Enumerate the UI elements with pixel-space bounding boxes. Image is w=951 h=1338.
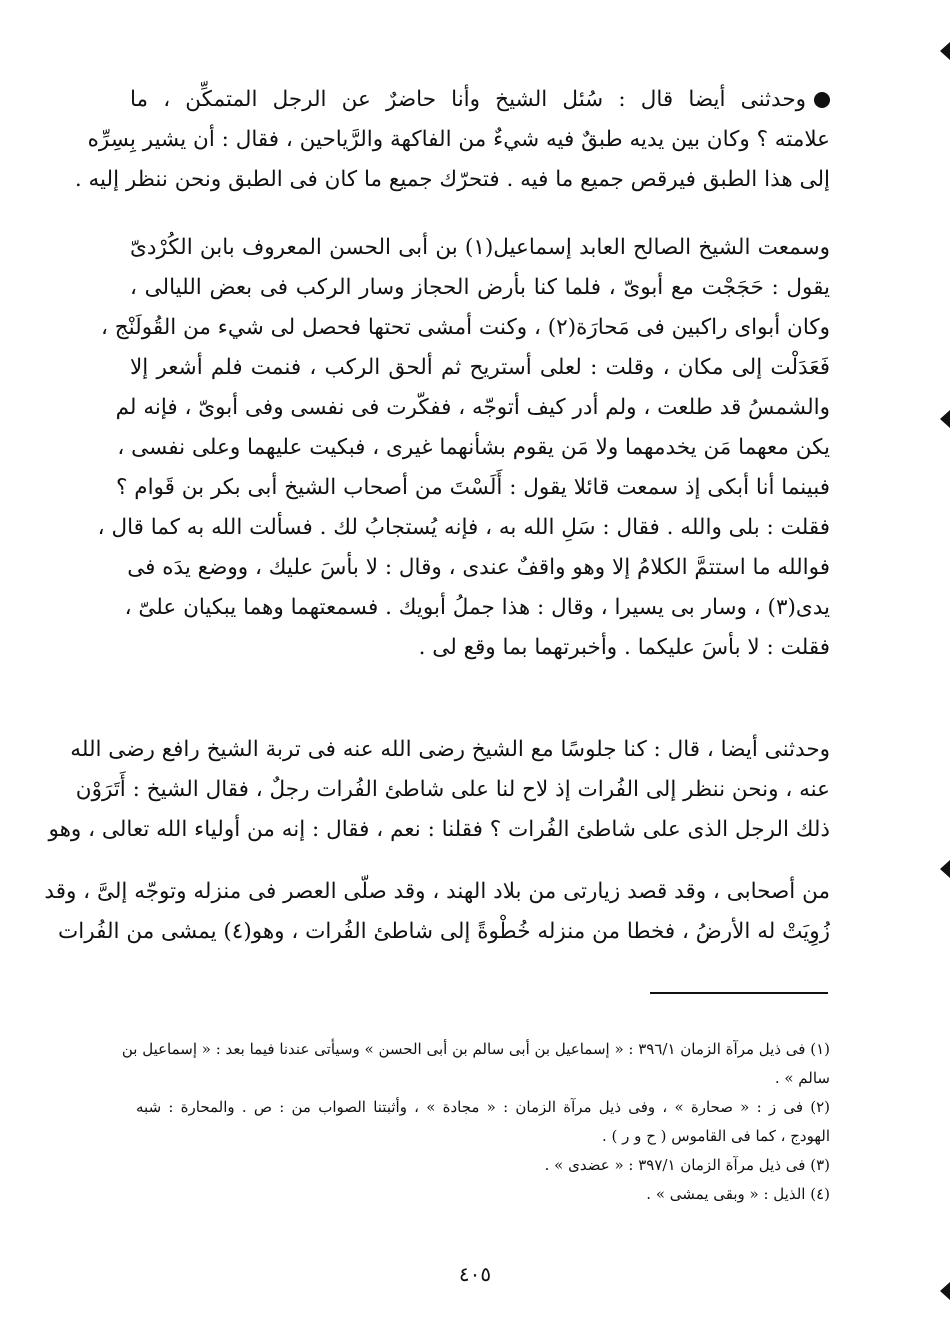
footnote-separator bbox=[650, 992, 828, 994]
text-line: عنه ، ونحن ننظر إلى الفُرات إذ لاح لنا على شاطئ الفُرات رجلٌ ، فقال الشيخ : أَتَرَوْن bbox=[75, 777, 830, 802]
bullet-icon bbox=[814, 92, 830, 108]
footnote-line: (١) فى ذيل مرآة الزمان ٣٩٦/١ : « إسماعيل بن أبى سالم بن أبى الحسن » وسيأتى عندنا فيما بعد : « إسماعيل بن bbox=[121, 1040, 830, 1058]
footnote-line: (٢) فى ز : « صحارة » ، وفى ذيل مرآة الزمان : « مجادة » ، وأثبتنا الصواب من : ص . والمحارة : شبه bbox=[136, 1098, 830, 1116]
text-line: يكن معهما مَن يخدمهما ولا مَن يقوم بشأنهما غيرى ، فبكيت عليهما وعلى نفسى ، bbox=[117, 435, 830, 460]
text-line: زُوِيَتْ له الأرضُ ، فخطا من منزله خُطْوةً إلى شاطئ الفُرات ، وهو(٤) يمشى من الفُرات bbox=[58, 919, 830, 944]
line-text: وحدثنى أيضا قال : سُئل الشيخ وأنا حاضرٌ عن الرجل المتمكِّن ، ما bbox=[130, 87, 806, 112]
text-line: وحدثنى أيضا ، قال : كنا جلوسًا مع الشيخ رضى الله عنه فى تربة الشيخ رافع رضى الله bbox=[70, 737, 830, 762]
text-line: فَعَدَلْت إلى مكان ، وقلت : لعلى أستريح ثم ألحق الركب ، فنمت فلم أشعر إلا bbox=[130, 355, 830, 380]
footnote-line: (٤) الذيل : « وبقى يمشى » . bbox=[646, 1185, 830, 1203]
text-line: فقلت : بلى والله . فقال : سَلِ الله به ، فإنه يُستجابُ لك . فسألت الله به كما قال ، bbox=[97, 515, 830, 540]
text-line: يقول : حَجَجْت مع أبوىّ ، فلما كنا بأرض الحجاز وسار الركب فى بعض الليالى ، bbox=[130, 275, 830, 300]
paragraph-2 bbox=[97, 228, 830, 668]
text-line: فبينما أنا أبكى إذ سمعت قائلا يقول : أَلَسْتَ من أصحاب الشيخ أبى بكر بن قَوام ؟ bbox=[116, 475, 830, 500]
footnote-line: (٣) فى ذيل مرآة الزمان ٣٩٧/١ : « عضدى » . bbox=[544, 1156, 830, 1174]
paragraph-1 bbox=[74, 80, 830, 200]
text-line: إلى هذا الطبق فيرقص جميع ما فيه . فتحرّك جميع ما كان فى الطبق ونحن ننظر إليه . bbox=[74, 167, 830, 192]
text-line: ذلك الرجل الذى على شاطئ الفُرات ؟ فقلنا : نعم ، فقال : إنه من أولياء الله تعالى ، وهو bbox=[48, 817, 830, 842]
footnote-line: الهودج ، كما فى القاموس ( ح و ر ) . bbox=[602, 1127, 830, 1145]
text-line: فقلت : لا بأسَ عليكما . وأخبرتهما بما وقع لى . bbox=[418, 635, 830, 660]
text-line: وسمعت الشيخ الصالح العابد إسماعيل(١) بن أبى الحسن المعروف بابن الكُرْدىّ bbox=[130, 235, 830, 260]
text-line: من أصحابى ، وقد قصد زيارتى من بلاد الهند ، وقد صلّى العصر فى منزله وتوجّه إلىَّ ، وقد bbox=[44, 879, 830, 904]
edge-mark-icon bbox=[940, 410, 950, 428]
text-line: فوالله ما استتمَّ الكلامُ إلا وهو واقفٌ عندى ، وقال : لا بأسَ عليك ، ووضع يدَه فى bbox=[127, 555, 830, 580]
edge-mark-icon bbox=[940, 860, 950, 878]
paragraph-4 bbox=[44, 872, 830, 952]
edge-mark-icon bbox=[940, 42, 950, 60]
footnote-line: سالم » . bbox=[774, 1069, 830, 1087]
footnotes bbox=[121, 1035, 830, 1209]
page-number: ٤٠٥ bbox=[458, 1262, 492, 1286]
edge-mark-icon bbox=[940, 1282, 950, 1300]
text-line: وكان أبواى راكبين فى مَحارَة(٢) ، وكنت أمشى تحتها فحصل لى شيء من القُولَنْج ، bbox=[101, 315, 830, 340]
text-line: علامته ؟ وكان بين يديه طبقٌ فيه شيءٌ من الفاكهة والرَّياحين ، فقال : أن يشير بِسِرِّه bbox=[87, 127, 830, 152]
text-line: والشمسُ قد طلعت ، ولم أدر كيف أتوجّه ، ففكّرت فى نفسى وفى أبوىّ ، فإنه لم bbox=[115, 395, 830, 420]
paragraph-3 bbox=[48, 730, 830, 850]
text-line: يدى(٣) ، وسار بى يسيرا ، وقال : هذا جملُ أبويك . فسمعتهما وهما يبكيان علىّ ، bbox=[124, 595, 830, 620]
text-line bbox=[130, 80, 830, 120]
